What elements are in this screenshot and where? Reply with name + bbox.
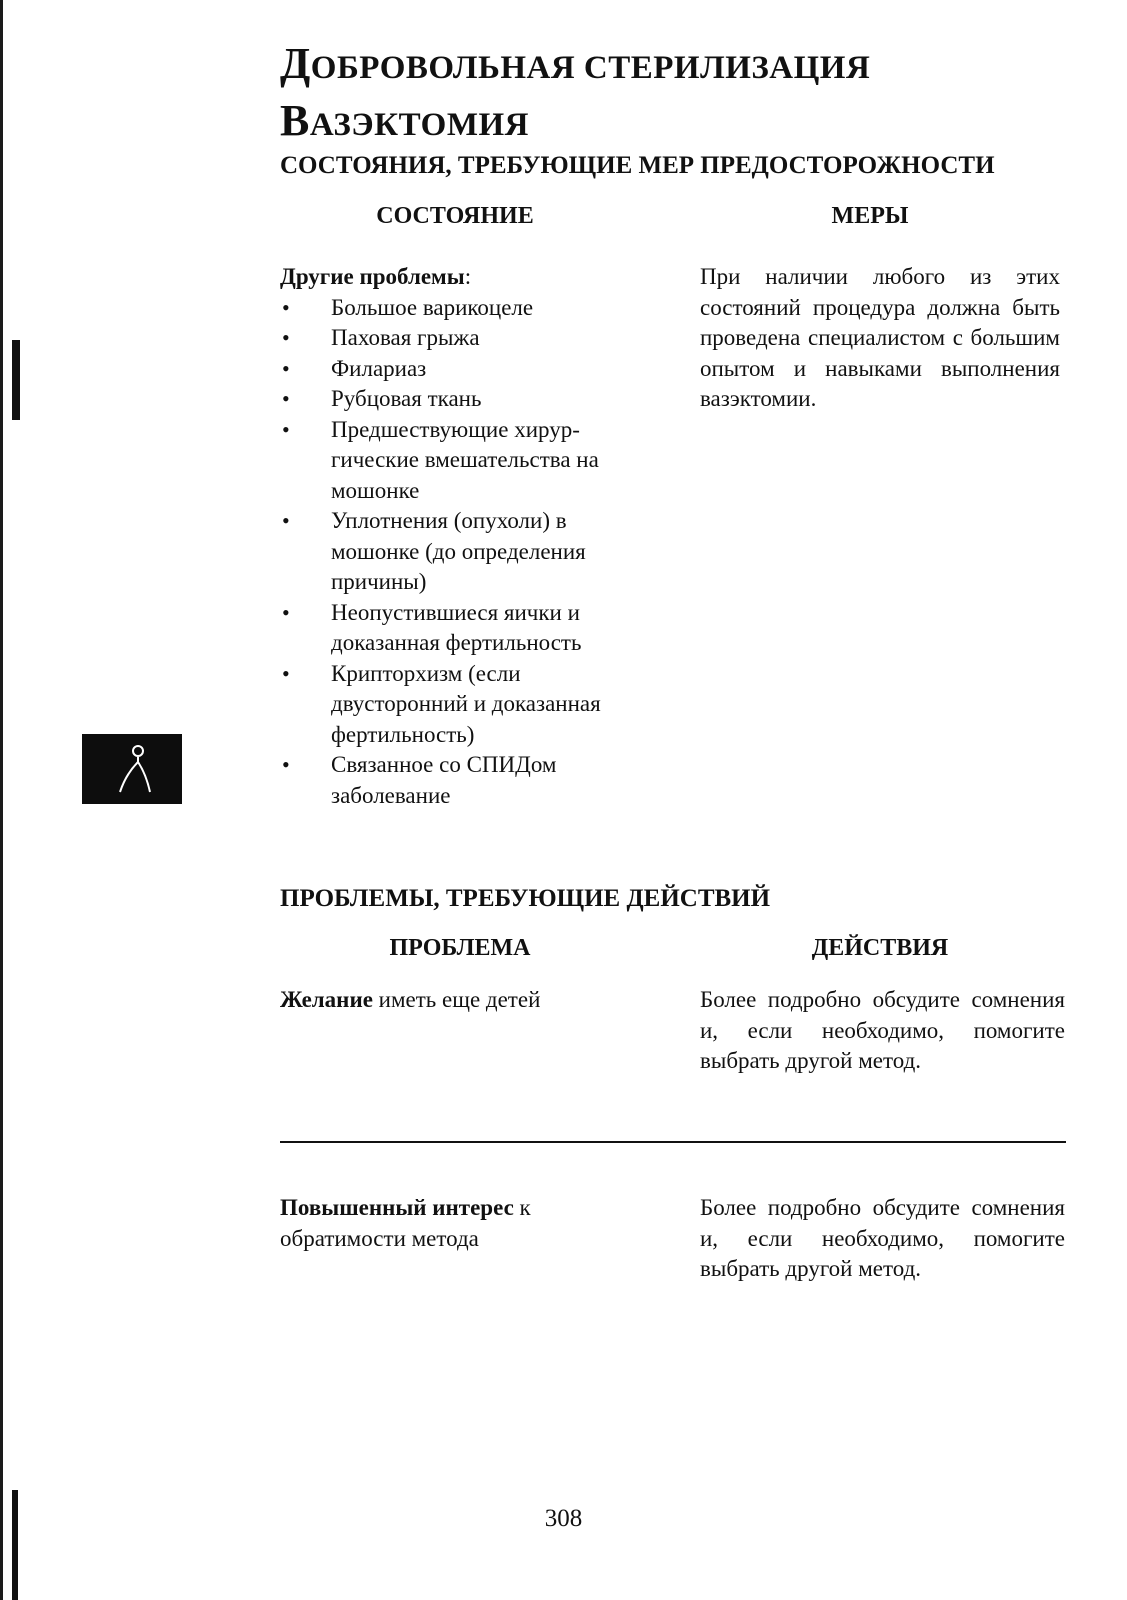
page-title-line1: ДОБРОВОЛЬНАЯ СТЕРИЛИЗАЦИЯ bbox=[280, 39, 871, 88]
actions-column-header: ДЕЙСТВИЯ bbox=[811, 935, 949, 961]
problem-column-header: ПРОБЛЕМА bbox=[389, 935, 531, 961]
precautions-heading: СОСТОЯНИЯ, ТРЕБУЮЩИЕ МЕР ПРЕДОСТОРОЖНОСТИ bbox=[280, 152, 995, 179]
condition-item: • Большое варикоцеле bbox=[280, 293, 640, 324]
action-cell: Более подробно обсудите сомнения и, если необходимо, помогите выбрать другой метод. bbox=[700, 987, 1065, 1073]
other-problems-label: Другие проблемы: bbox=[280, 264, 472, 289]
condition-item: • Связанное со СПИДом заболевание bbox=[280, 750, 640, 811]
condition-item: • Рубцовая ткань bbox=[280, 384, 640, 415]
condition-item: • Предшествующие хирургические вмешательства на мошонке bbox=[280, 415, 640, 507]
condition-item: • Филариаз bbox=[280, 354, 640, 385]
condition-column-header: СОСТОЯНИЕ bbox=[376, 203, 534, 229]
condition-item: • Уплотнения (опухоли) в мошонке (до определения причины) bbox=[280, 506, 640, 598]
condition-item: • Крипторхизм (если двусторонний и доказанная фертильность) bbox=[280, 659, 640, 751]
problem-cell: Желание иметь еще детей bbox=[280, 987, 541, 1012]
condition-item: • Неопустившиеся яички и доказанная фертильность bbox=[280, 598, 640, 659]
page-binding-edge bbox=[0, 0, 12, 1600]
page-title-line2: ВАЗЭКТОМИЯ bbox=[280, 96, 529, 145]
actions-heading: ПРОБЛЕМЫ, ТРЕБУЮЩИЕ ДЕЙСТВИЙ bbox=[280, 885, 771, 912]
conditions-list bbox=[280, 293, 640, 812]
male-figure-icon bbox=[82, 734, 182, 804]
conditions-column bbox=[280, 262, 640, 811]
action-cell: Более подробно обсудите сомнения и, если необходимо, помогите выбрать другой метод. bbox=[700, 1195, 1065, 1281]
measures-column-header: МЕРЫ bbox=[831, 203, 909, 229]
problem-cell: Повышенный интерес к обратимости метода bbox=[280, 1195, 531, 1251]
section-emblem bbox=[82, 734, 182, 804]
condition-item: • Паховая грыжа bbox=[280, 323, 640, 354]
scan-mark bbox=[12, 340, 20, 420]
measures-text: При наличии любого из этих состояний процедура должна быть проведена специалистом с большим опытом и навыками выполнения вазэктомии. bbox=[700, 264, 1060, 411]
row-divider bbox=[280, 1141, 1066, 1143]
page-number: 308 bbox=[544, 1505, 583, 1532]
